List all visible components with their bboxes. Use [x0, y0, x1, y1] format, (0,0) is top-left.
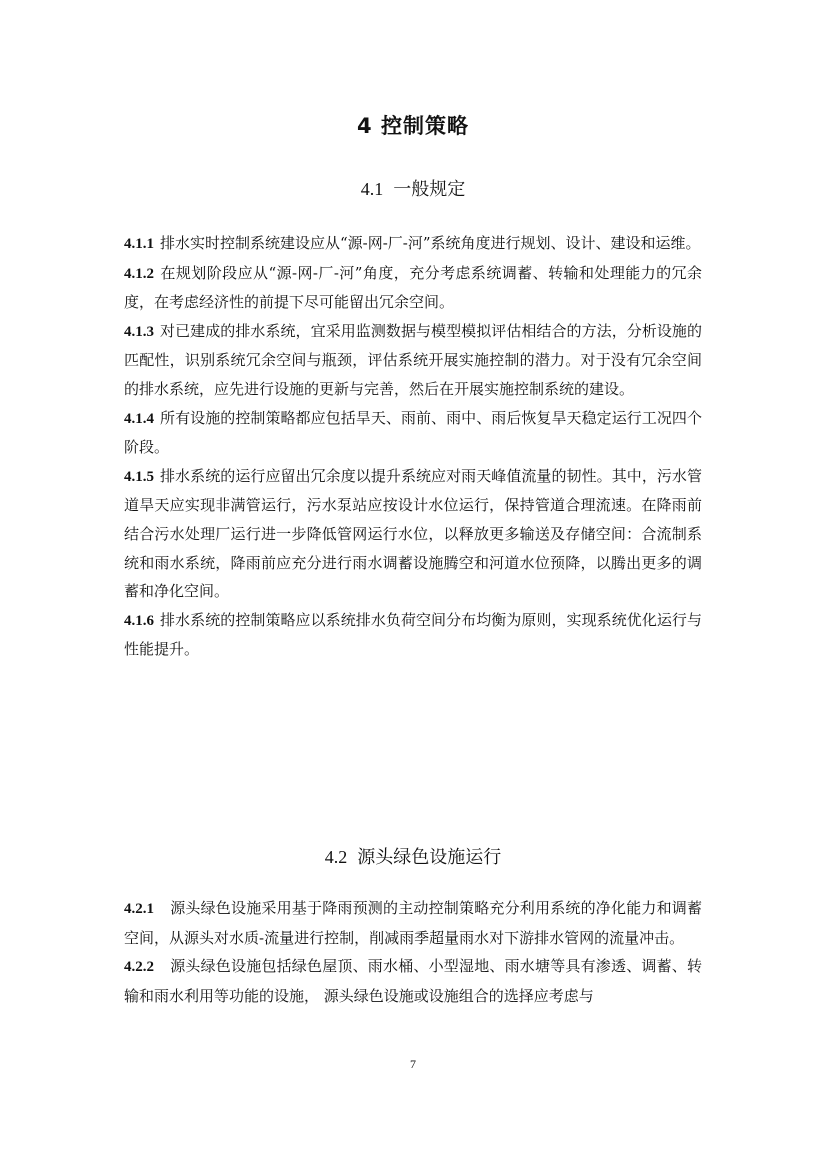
- clause-4-1-1: [124, 229, 702, 259]
- clause-number: 4.1.4: [124, 410, 154, 427]
- clause-text: 在规划阶段应从“源-网-厂-河”角度，充分考虑系统调蓄、转输和处理能力的冗余度，在考虑经济性的前提下尽可能留出冗余空间。: [124, 263, 702, 312]
- clause-4-1-3: [124, 317, 702, 404]
- clause-4-1-4: [124, 404, 702, 462]
- clause-number: 4.2.2: [124, 959, 154, 976]
- clause-number: 4.1.6: [124, 612, 154, 629]
- clause-number: 4.1.1: [124, 236, 154, 252]
- clause-4-1-6: [124, 606, 702, 664]
- clause-text: 排水系统的控制策略应以系统排水负荷空间分布均衡为原则，实现系统优化运行与性能提升。: [124, 610, 702, 659]
- clause-number: 4.1.5: [124, 468, 154, 485]
- page-number: 7: [410, 1057, 416, 1071]
- clause-4-2-1: [124, 894, 702, 952]
- section-title-4-2: [0, 843, 826, 869]
- clause-number: 4.1.3: [124, 323, 154, 340]
- clause-number: 4.1.2: [124, 265, 154, 282]
- section-heading: 一般规定: [393, 179, 466, 200]
- clause-text: 排水实时控制系统建设应从“源-网-厂-河”系统角度进行规划、设计、建设和运维。: [160, 234, 701, 252]
- clause-4-1-5: [124, 462, 702, 606]
- clause-text: 对已建成的排水系统，宜采用监测数据与模型模拟评估相结合的方法，分析设施的匹配性，识别系统冗余空间与瓶颈，评估系统开展实施控制的潜力。对于没有冗余空间的排水系统，应先进行设施的更新与完善，然后在开展实施控制系统的建设。: [124, 321, 702, 398]
- section-title-4-1: [0, 175, 826, 201]
- clause-number: 4.2.1: [124, 901, 154, 917]
- clause-4-1-2: [124, 259, 702, 317]
- clause-text: 排水系统的运行应留出冗余度以提升系统应对雨天峰值流量的韧性。其中，污水管道旱天应实现非满管运行，污水泵站应按设计水位运行，保持管道合理流速。在降雨前结合污水处理厂运行进一步降低管网运行水位，以释放更多输送及存储空间：合流制系统和雨水系统，降雨前应充分进行雨水调蓄设施腾空和河道水位预降，以腾出更多的调蓄和净化空间。: [124, 466, 702, 601]
- section-number: 4.2: [324, 847, 348, 867]
- section-number: 4.1: [360, 179, 384, 199]
- section-4-1-clauses: [124, 229, 702, 664]
- chapter-title: 4 控制策略: [357, 114, 469, 138]
- clause-text: 源头绿色设施采用基于降雨预测的主动控制策略充分利用系统的净化能力和调蓄空间，从源头对水质-流量进行控制，削减雨季超量雨水对下游排水管网的流量冲击。: [124, 899, 702, 947]
- clause-4-2-2: [124, 952, 702, 1010]
- clause-text: 所有设施的控制策略都应包括旱天、雨前、雨中、雨后恢复旱天稳定运行工况四个阶段。: [124, 408, 702, 457]
- clause-text: 源头绿色设施包括绿色屋顶、雨水桶、小型湿地、雨水塘等具有渗透、调蓄、转输和雨水利用等功能的设施， 源头绿色设施或设施组合的选择应考虑与: [124, 957, 702, 1005]
- section-heading: 源头绿色设施运行: [357, 847, 502, 868]
- section-4-2-clauses: [124, 894, 702, 1010]
